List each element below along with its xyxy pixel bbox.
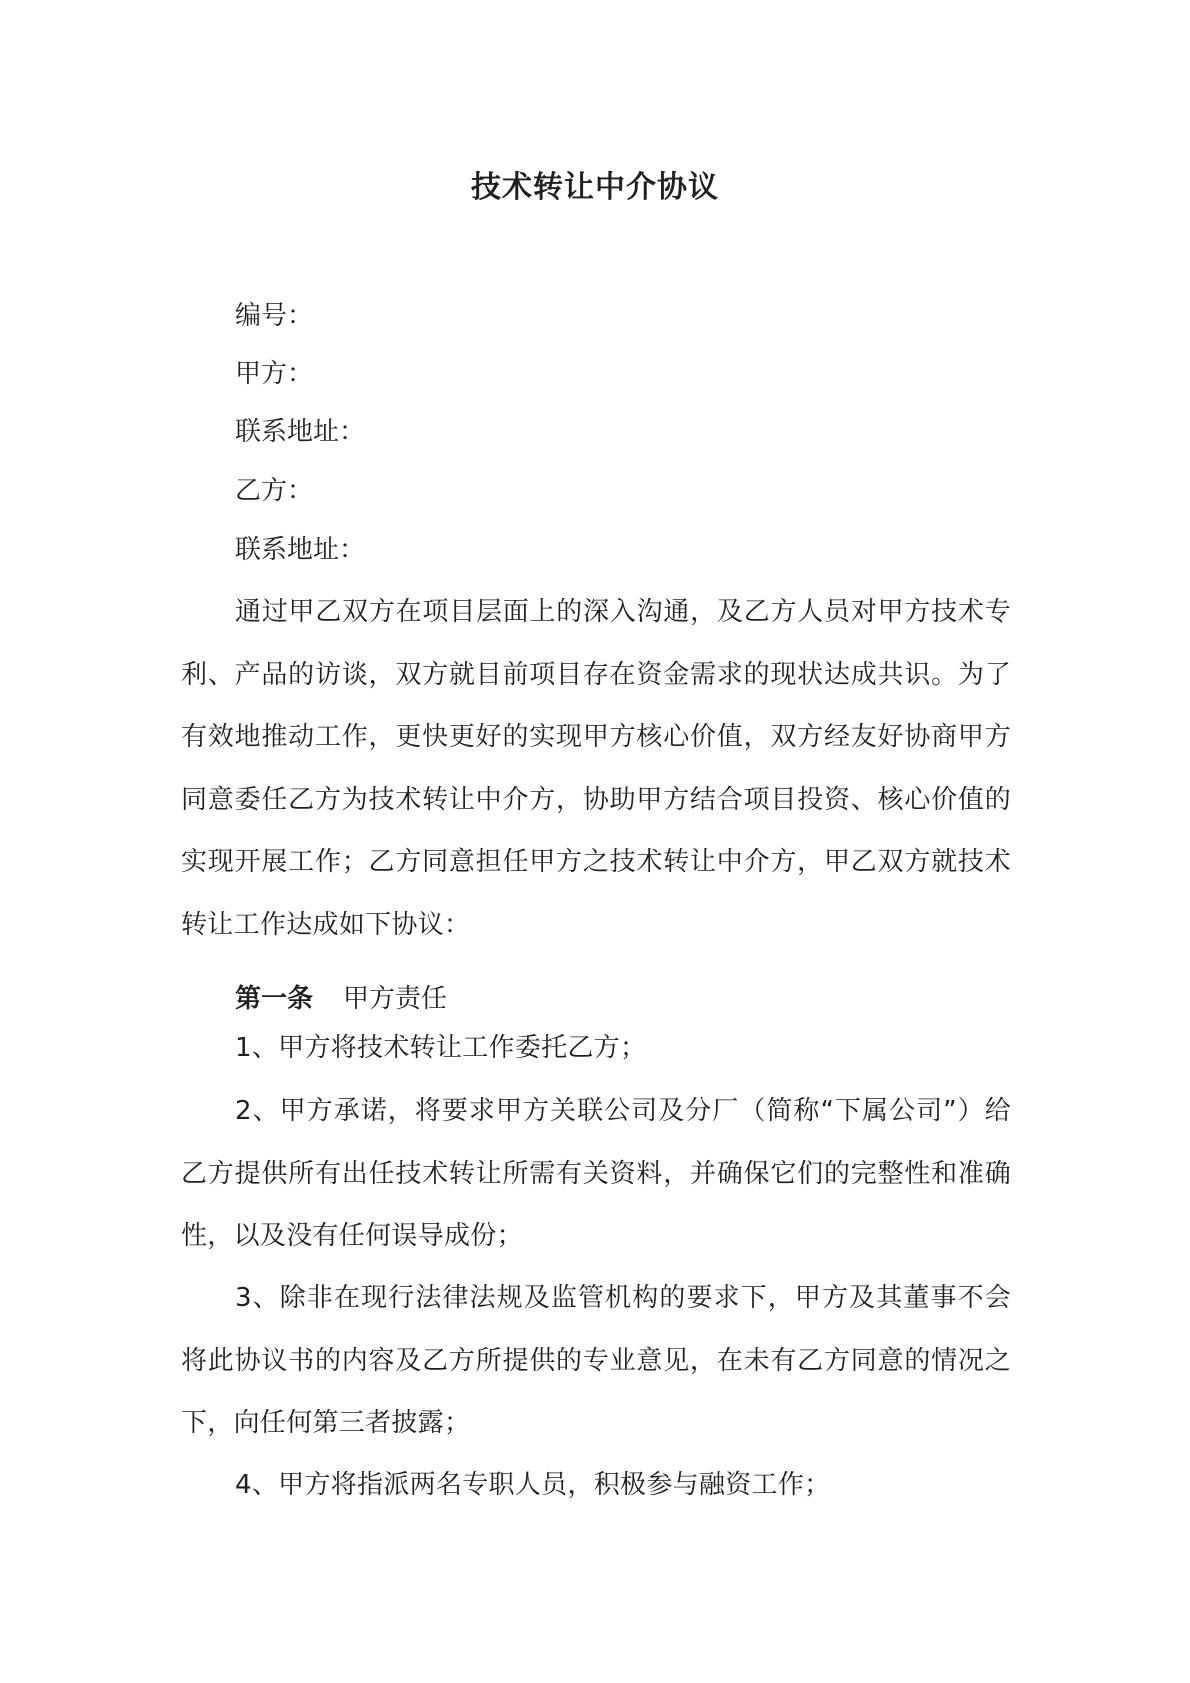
- document-title: 技术转让中介协议: [471, 170, 719, 205]
- clause-3: 3、除非在现行法律法规及监管机构的要求下，甲方及其董事不会将此协议书的内容及乙方所提供的专业意见，在未有乙方同意的情况之下，向任何第三者披露；: [181, 1283, 1011, 1438]
- clause-4: 4、甲方将指派两名专职人员，积极参与融资工作；: [235, 1470, 831, 1500]
- article-1-heading: [235, 979, 447, 1019]
- field-party-a: 甲方：: [235, 359, 314, 389]
- clause-2: 2、甲方承诺，将要求甲方关联公司及分厂（简称“下属公司”）给乙方提供所有出任技术转让所需有关资料，并确保它们的完整性和准确性，以及没有任何误导成份；: [181, 1096, 1011, 1251]
- article-number: 第一条: [235, 984, 314, 1014]
- field-party-b-address: 联系地址：: [235, 535, 366, 565]
- field-party-b: 乙方：: [235, 476, 314, 506]
- field-party-a-address: 联系地址：: [235, 417, 366, 447]
- clause-1: 1、甲方将技术转让工作委托乙方；: [235, 1033, 647, 1063]
- intro-paragraph: 通过甲乙双方在项目层面上的深入沟通，及乙方人员对甲方技术专利、产品的访谈，双方就目前项目存在资金需求的现状达成共识。为了有效地推动工作，更快更好的实现甲方核心价值，双方经友好协商甲方同意委任乙方为技术转让中介方，协助甲方结合项目投资、核心价值的实现开展工作；乙方同意担任甲方之技术转让中介方，甲乙双方就技术转让工作达成如下协议：: [181, 597, 1011, 940]
- field-contract-number: 编号：: [235, 301, 314, 331]
- article-title: 甲方责任: [343, 984, 448, 1014]
